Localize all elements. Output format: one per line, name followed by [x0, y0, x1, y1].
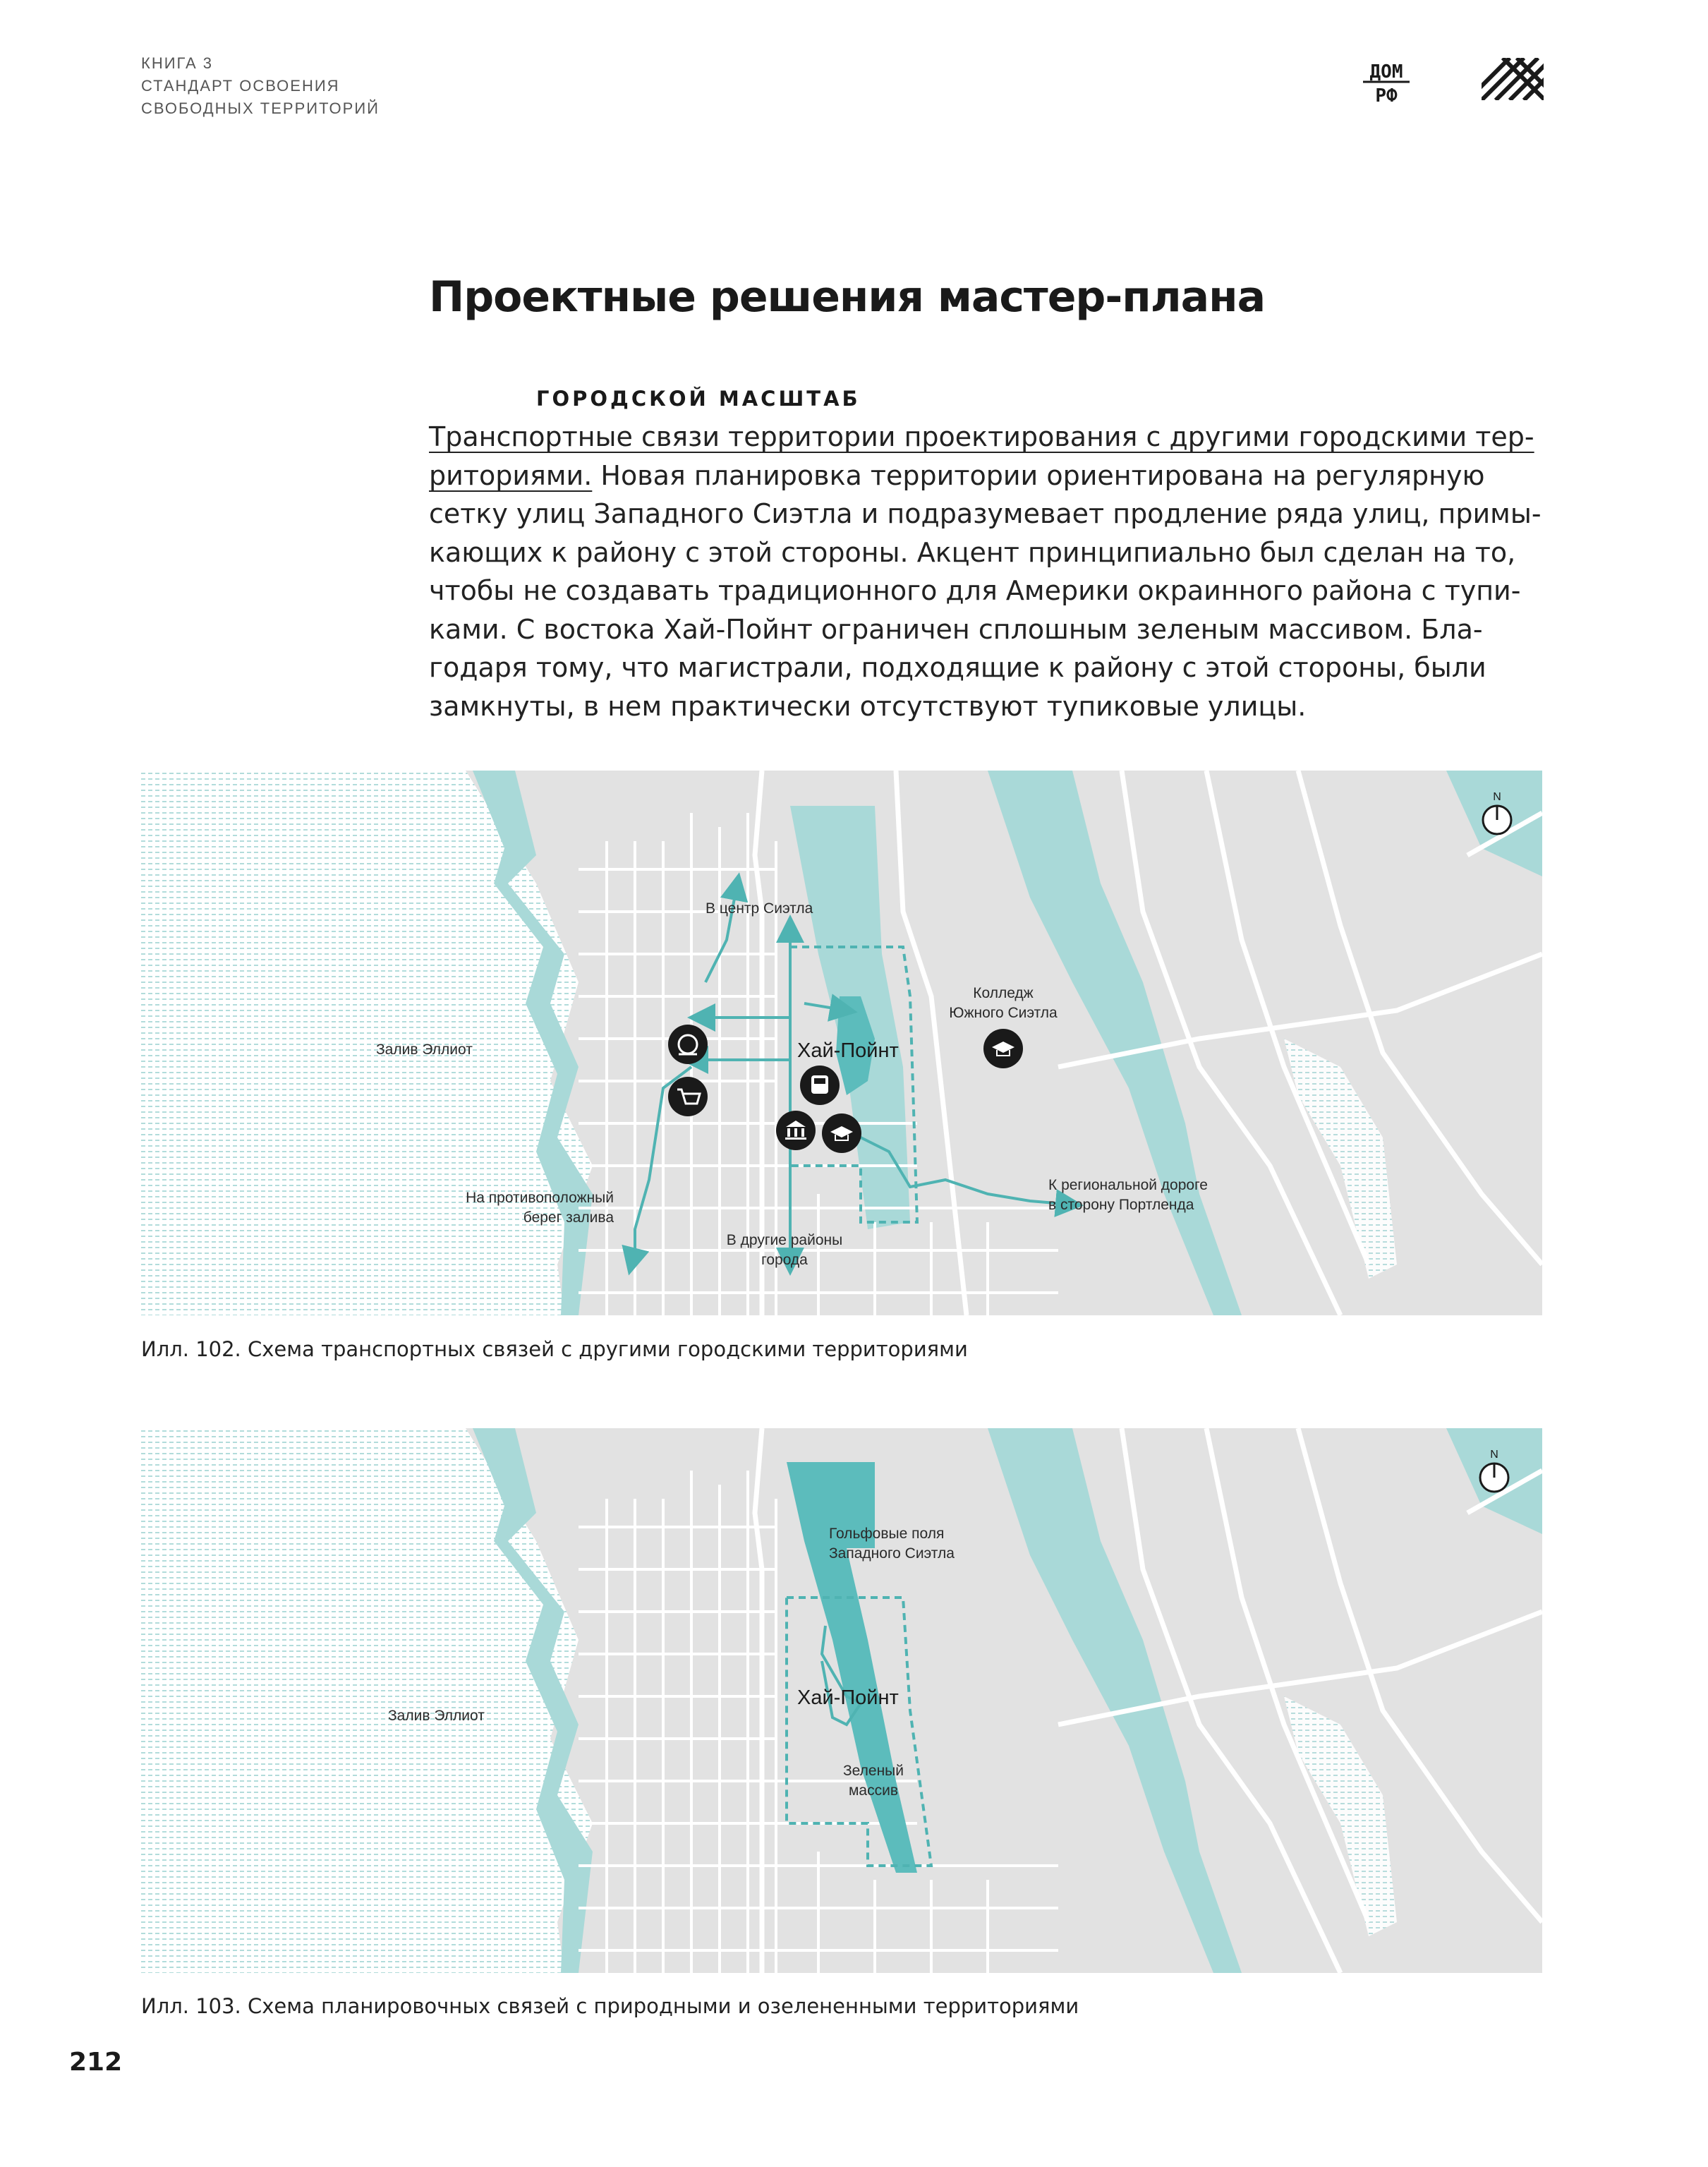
logo-bottom-text: РФ [1375, 85, 1398, 103]
section-label: ГОРОДСКОЙ МАСШТАБ [536, 387, 861, 411]
green-massif-label-2: массив [848, 1782, 899, 1799]
dom-rf-logo [1362, 58, 1411, 103]
golf-label-1: Гольфовые поля [829, 1526, 945, 1542]
golf-label-2: Западного Сиэтла [829, 1545, 955, 1562]
body-paragraph [429, 418, 1542, 725]
body-line: чтобы не создавать традиционного для Америки окраинного района с тупи- [429, 575, 1521, 606]
figure-102-caption: Илл. 102. Схема транспортных связей с другими городскими территориями [141, 1337, 968, 1361]
graduation-cap-icon [983, 1029, 1023, 1068]
book-number: КНИГА 3 [141, 54, 213, 72]
graduation-cap-icon [822, 1113, 861, 1153]
opposite-label-1: На противоположный [466, 1190, 614, 1206]
hatch-logo [1482, 58, 1544, 100]
regional-label-1: К региональной дороге [1048, 1177, 1208, 1193]
museum-icon [776, 1111, 816, 1150]
body-line: кающих к району с этой стороны. Акцент принципиально был сделан на то, [429, 536, 1516, 568]
body-line: замкнуты, в нем практически отсутствуют тупиковые улицы. [429, 690, 1307, 722]
body-line: годаря тому, что магистрали, подходящие к району с этой стороны, были [429, 652, 1486, 683]
other-districts-label-2: города [761, 1252, 808, 1268]
figure-103-caption: Илл. 103. Схема планировочных связей с природными и озелененными территориями [141, 1994, 1079, 2018]
green-massif-label-1: Зеленый [842, 1763, 904, 1779]
body-line-rest: Новая планировка территории ориентирована на регулярную [592, 459, 1485, 491]
body-line: ками. С востока Хай-Пойнт ограничен сплошным зеленым массивом. Бла- [429, 613, 1483, 645]
page-number: 212 [69, 2048, 123, 2077]
district-label: Хай-Пойнт [797, 1039, 899, 1062]
body-line: сетку улиц Западного Сиэтла и подразумевает продление ряда улиц, примы- [429, 498, 1542, 529]
body-line: Транспортные связи территории проектирования с другими городскими тер- [429, 421, 1534, 452]
logo-top-text: ДОМ [1369, 61, 1403, 83]
bay-label: Залив Эллиот [388, 1708, 485, 1724]
green-links-map [141, 1428, 1542, 1973]
bus-icon [800, 1066, 840, 1105]
shopping-cart-icon [668, 1077, 708, 1116]
transport-links-map [141, 771, 1542, 1315]
other-districts-label-1: В другие районы [726, 1232, 843, 1248]
opposite-label-2: берег залива [523, 1209, 614, 1226]
body-lead-end: риториями. [429, 459, 593, 491]
college-label-1: Колледж [973, 985, 1034, 1001]
bay-label: Залив Эллиот [376, 1042, 473, 1058]
downtown-label: В центр Сиэтла [705, 900, 813, 917]
page-title: Проектные решения мастер-плана [429, 272, 1266, 322]
book-title-line2: СВОБОДНЫХ ТЕРРИТОРИЙ [141, 99, 380, 117]
regional-label-2: в сторону Портленда [1048, 1197, 1194, 1213]
district-label: Хай-Пойнт [797, 1686, 899, 1709]
book-title-line1: СТАНДАРТ ОСВОЕНИЯ [141, 77, 340, 95]
ferris-wheel-icon [668, 1025, 708, 1064]
north-label: N [1490, 1449, 1498, 1461]
college-label-2: Южного Сиэтла [949, 1005, 1058, 1021]
north-label: N [1493, 791, 1501, 803]
book-header [141, 52, 380, 120]
body-line [429, 457, 1530, 495]
